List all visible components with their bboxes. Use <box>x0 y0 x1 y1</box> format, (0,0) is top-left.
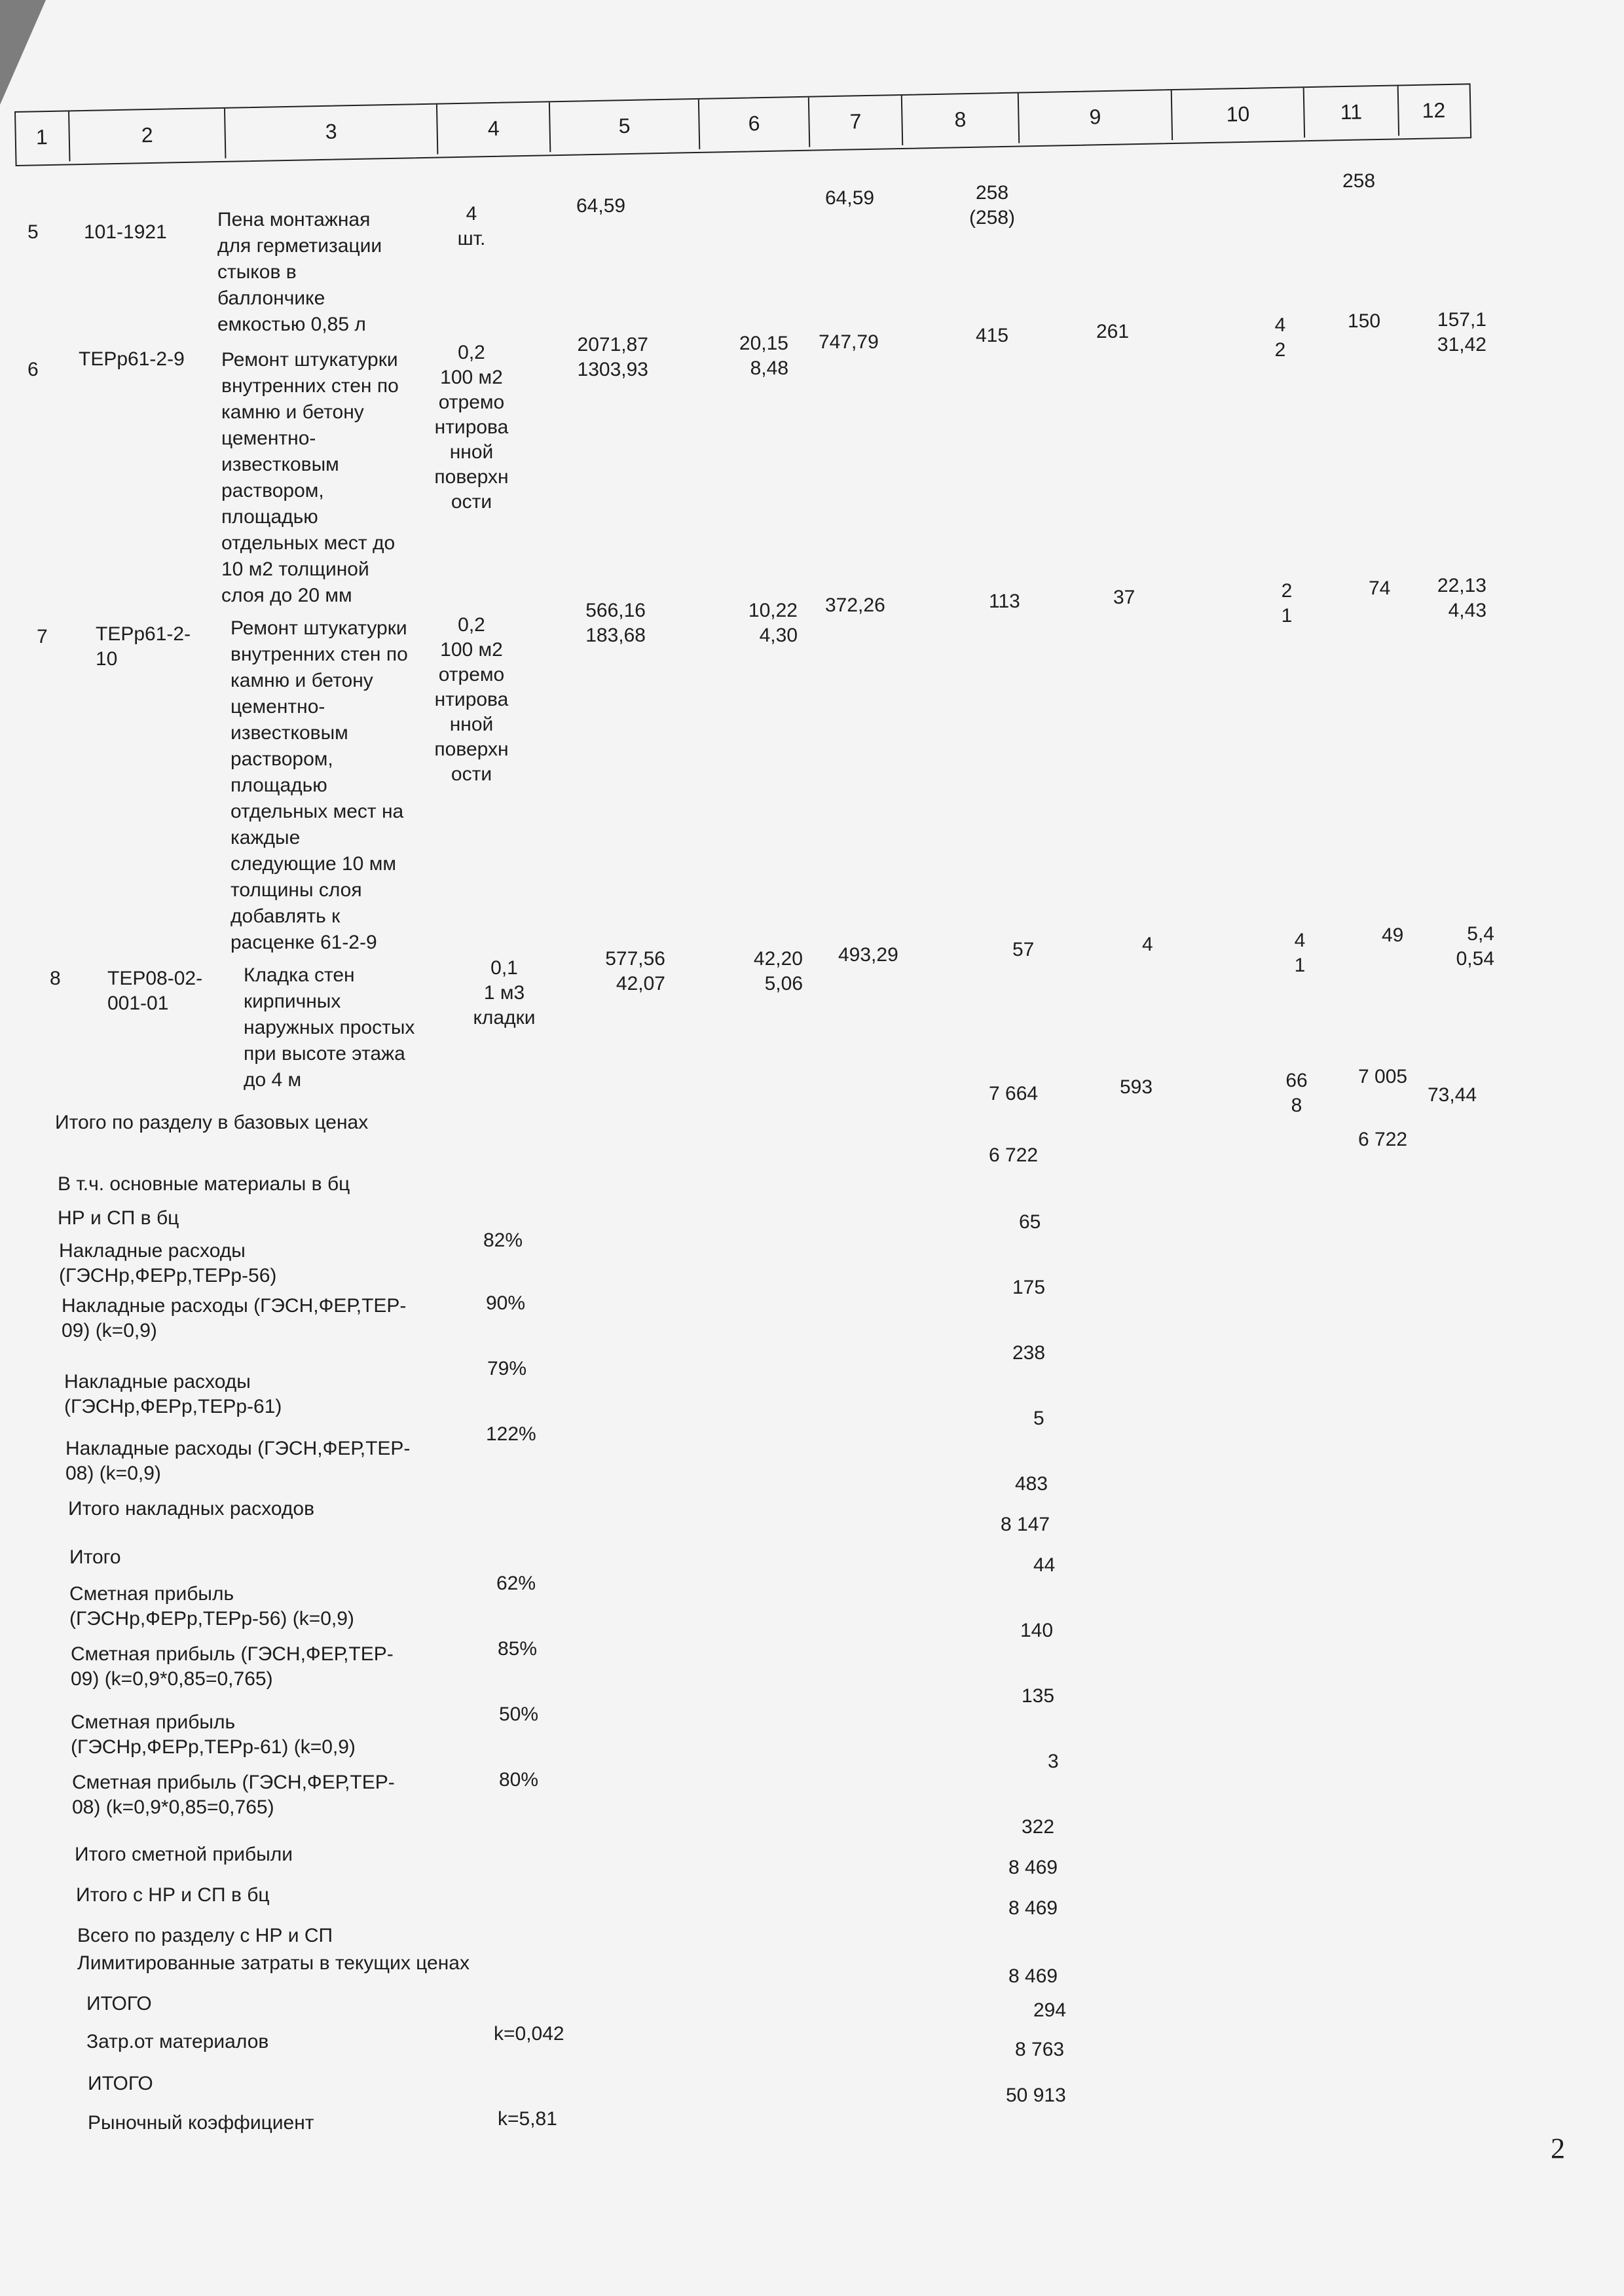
row-7-no: 7 <box>37 626 48 647</box>
section-base-total-c11: 7 005 <box>1358 1066 1408 1087</box>
row-8-c5: 577,56 42,07 <box>605 948 665 994</box>
header-col-11: 11 <box>1303 86 1398 137</box>
row-7-unit: 0,2 100 м2 отремо нтирова нной поверхн ости <box>434 614 509 785</box>
summary-label: Итого сметной прибыли <box>75 1844 293 1865</box>
summary-value: 3 <box>1048 1751 1059 1772</box>
summary-label: Итого <box>69 1546 121 1568</box>
row-5-code: 101-1921 <box>84 221 167 243</box>
summary-pct: 62% <box>496 1573 536 1594</box>
row-8-c11: 49 <box>1382 924 1404 946</box>
summary-label: Накладные расходы (ГЭСН,ФЕР,ТЕР- 08) (k=0,9) <box>65 1438 411 1484</box>
row-7-c7: 372,26 <box>825 594 885 616</box>
row-6-c6: 20,15 8,48 <box>739 333 788 379</box>
summary-pct: 90% <box>486 1292 526 1314</box>
scan-folded-corner <box>0 0 46 105</box>
header-col-2: 2 <box>68 109 225 162</box>
row-7-c6: 10,22 4,30 <box>748 600 798 646</box>
row-8-c10: 4 1 <box>1294 930 1306 976</box>
summary-pct: 122% <box>486 1423 536 1445</box>
row-8-c12: 5,4 0,54 <box>1456 923 1494 970</box>
row-5-unit: 4 шт. <box>457 203 486 249</box>
summary-pct: 82% <box>483 1230 523 1251</box>
summary-label: ИТОГО <box>86 1993 152 2014</box>
row-6-code: ТЕРр61-2-9 <box>79 348 185 370</box>
row-5-no: 5 <box>28 221 39 243</box>
header-col-1: 1 <box>35 125 48 149</box>
row-6-c8: 415 <box>976 325 1009 346</box>
summary-value: 294 <box>1033 1999 1067 2021</box>
header-col-7: 7 <box>808 96 902 147</box>
summary-pct: k=0,042 <box>494 2023 564 2045</box>
header-col-9: 9 <box>1018 90 1172 143</box>
row-5-c11: 258 <box>1342 170 1376 192</box>
summary-label: Итого с НР и СП в бц <box>76 1884 270 1906</box>
summary-value: 140 <box>1020 1620 1054 1641</box>
summary-label: Сметная прибыль (ГЭСН,ФЕР,ТЕР- 09) (k=0,9*0,85=0,765) <box>71 1643 394 1690</box>
row-6-unit: 0,2 100 м2 отремо нтирова нной поверхн ости <box>434 342 509 513</box>
header-col-12: 12 <box>1397 84 1469 136</box>
summary-pct: 79% <box>487 1358 527 1379</box>
page-number: 2 <box>1551 2132 1565 2164</box>
column-number-header <box>14 83 1471 166</box>
summary-label: Сметная прибыль (ГЭСНр,ФЕРр,ТЕРр-56) (k=0,9) <box>69 1583 354 1630</box>
summary-value: 50 913 <box>1006 2085 1066 2106</box>
summary-value: 65 <box>1019 1211 1041 1233</box>
summary-label: Всего по разделу с НР и СП <box>77 1925 333 1946</box>
row-7-c12: 22,13 4,43 <box>1437 575 1486 621</box>
row-5-c7: 64,59 <box>825 187 875 209</box>
header-col-8: 8 <box>901 94 1018 145</box>
summary-label: Рыночный коэффициент <box>88 2112 314 2134</box>
row-7-name: Ремонт штукатурки внутренних стен по камню и бетону цементно- известковым раствором, площадью отдельных мест на каждые следующие 10 мм толщины слоя добавлять к расценке 61-2-9 <box>231 617 408 953</box>
row-6-c5: 2071,87 1303,93 <box>577 334 648 380</box>
header-col-3: 3 <box>224 105 437 158</box>
row-6-c12: 157,1 31,42 <box>1437 309 1486 355</box>
row-8-unit: 0,1 1 м3 кладки <box>473 957 536 1029</box>
section-base-total-c10: 66 8 <box>1285 1070 1308 1116</box>
row-6-c7: 747,79 <box>819 331 879 353</box>
summary-value: 175 <box>1012 1277 1046 1298</box>
section-base-total-c9: 593 <box>1120 1076 1153 1098</box>
summary-label: НР и СП в бц <box>58 1207 179 1229</box>
summary-value: 322 <box>1022 1816 1055 1838</box>
materials-base-label: В т.ч. основные материалы в бц <box>58 1173 350 1195</box>
row-6-name: Ремонт штукатурки внутренних стен по камню и бетону цементно- известковым раствором, площадью отдельных мест до 10 м2 толщиной слоя до 20 мм <box>221 349 399 606</box>
summary-value: 238 <box>1012 1342 1046 1364</box>
summary-value: 8 469 <box>1008 1857 1058 1878</box>
summary-label: Сметная прибыль (ГЭСН,ФЕР,ТЕР- 08) (k=0,9*0,85=0,765) <box>72 1772 395 1818</box>
summary-label: ИТОГО <box>88 2073 153 2094</box>
row-6-c9: 261 <box>1096 321 1130 342</box>
summary-pct: k=5,81 <box>498 2108 557 2130</box>
header-col-5: 5 <box>549 100 699 152</box>
row-5-name: Пена монтажная для герметизации стыков в баллончике емкостью 0,85 л <box>217 209 382 335</box>
summary-label: Итого накладных расходов <box>68 1498 315 1520</box>
materials-base-c8: 6 722 <box>989 1144 1039 1166</box>
header-col-10: 10 <box>1171 88 1304 140</box>
row-8-c6: 42,20 5,06 <box>753 948 803 994</box>
summary-value: 483 <box>1015 1473 1048 1495</box>
header-col-4: 4 <box>436 102 549 154</box>
summary-label: Сметная прибыль (ГЭСНр,ФЕРр,ТЕРр-61) (k=0,9) <box>71 1711 356 1758</box>
row-7-c10: 2 1 <box>1281 580 1293 627</box>
row-8-c7: 493,29 <box>838 944 898 966</box>
row-7-code: ТЕРр61-2- 10 <box>96 623 191 670</box>
row-8-no: 8 <box>50 968 61 989</box>
section-base-total-c8: 7 664 <box>989 1083 1039 1104</box>
materials-base-c11: 6 722 <box>1358 1129 1408 1150</box>
summary-value: 44 <box>1033 1554 1056 1576</box>
summary-value: 135 <box>1022 1685 1055 1707</box>
summary-label: Затр.от материалов <box>86 2031 269 2052</box>
section-base-total-label: Итого по разделу в базовых ценах <box>55 1112 369 1133</box>
row-6-c11: 150 <box>1348 310 1381 332</box>
row-7-c5: 566,16 183,68 <box>585 600 646 646</box>
bleed-through-ghost <box>544 530 551 560</box>
row-8-name: Кладка стен кирпичных наружных простых при высоте этажа до 4 м <box>244 964 415 1091</box>
row-5-c8: 258 (258) <box>969 182 1016 228</box>
row-5-c5: 64,59 <box>576 195 626 217</box>
row-7-c11: 74 <box>1369 577 1391 599</box>
header-col-6: 6 <box>698 98 809 149</box>
row-8-c9: 4 <box>1142 934 1153 955</box>
row-8-c8: 57 <box>1012 939 1035 960</box>
summary-label: Накладные расходы (ГЭСН,ФЕР,ТЕР- 09) (k=0,9) <box>62 1295 407 1341</box>
summary-value: 8 147 <box>1001 1514 1050 1535</box>
summary-label: Накладные расходы (ГЭСНр,ФЕРр,ТЕРр-61) <box>64 1371 282 1417</box>
summary-value: 5 <box>1033 1408 1044 1429</box>
row-6-no: 6 <box>28 359 39 380</box>
summary-value: 8 469 <box>1008 1897 1058 1919</box>
row-6-c10: 4 2 <box>1274 314 1286 361</box>
summary-value: 8 763 <box>1015 2039 1065 2060</box>
summary-pct: 85% <box>498 1638 538 1660</box>
summary-pct: 50% <box>499 1704 539 1725</box>
summary-label: Накладные расходы (ГЭСНр,ФЕРр,ТЕРр-56) <box>59 1240 277 1286</box>
row-7-c8: 113 <box>989 591 1020 612</box>
summary-label-bold: Лимитированные затраты в текущих ценах <box>77 1952 470 1974</box>
summary-pct: 80% <box>499 1769 539 1791</box>
row-8-code: ТЕР08-02- 001-01 <box>107 968 203 1014</box>
summary-value: 8 469 <box>1008 1965 1058 1987</box>
row-7-c9: 37 <box>1113 587 1135 608</box>
section-base-total-c12: 73,44 <box>1428 1084 1477 1106</box>
